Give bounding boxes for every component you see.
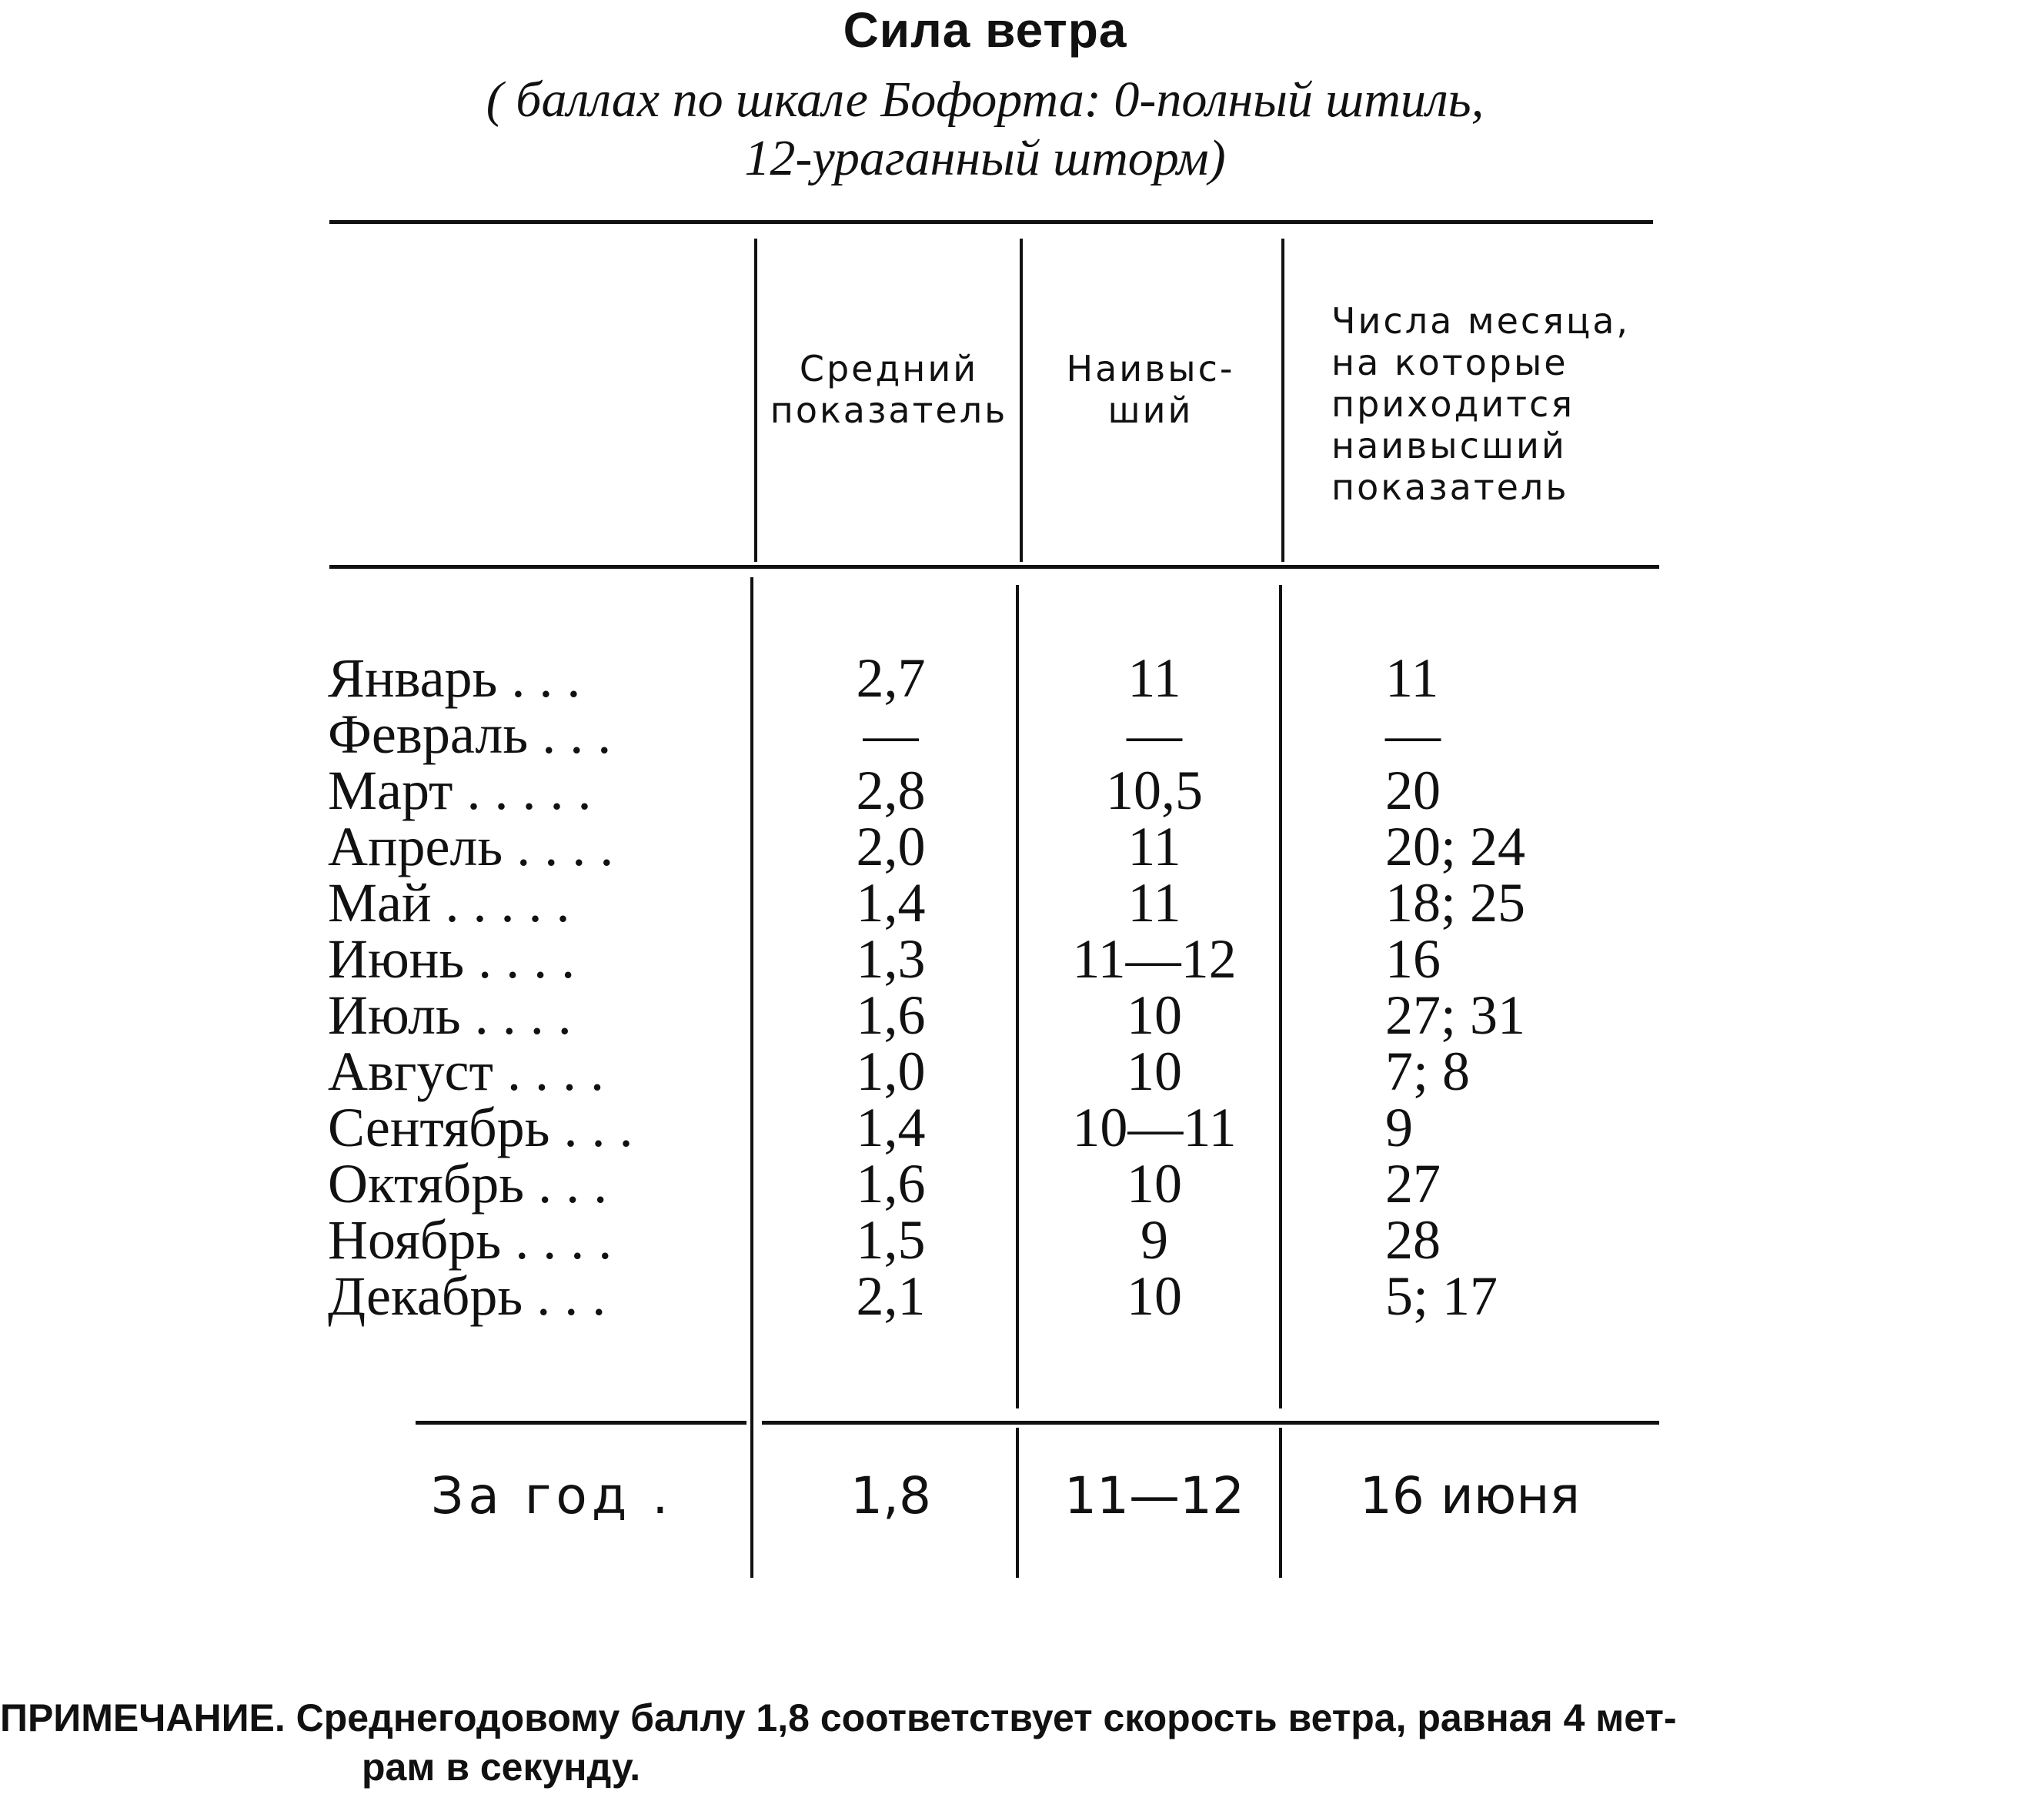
highest-value: — (1127, 703, 1182, 765)
average-value: 1,6 (856, 984, 926, 1046)
month-label: Март . . . . . (328, 760, 592, 821)
average-value: 1,0 (856, 1041, 926, 1102)
month-label: Август . . . . (328, 1041, 604, 1102)
table-row (0, 760, 1970, 821)
header-bottom-rule (329, 565, 1659, 569)
days-value: 27; 31 (1385, 984, 1526, 1046)
days-value: 11 (1385, 647, 1439, 709)
table-row (0, 647, 1970, 709)
header-days: Числа месяца, на которые приходится наивысший показатель (1331, 300, 1631, 508)
header-highest: Наивыс- ший (1066, 348, 1235, 431)
table-row (0, 1265, 1970, 1327)
average-value: 1,4 (856, 872, 926, 934)
table-row (0, 1041, 1970, 1102)
table-row (0, 1209, 1970, 1271)
month-label: Февраль . . . (328, 703, 612, 765)
highest-value: 10 (1127, 1041, 1182, 1102)
highest-value: 10 (1127, 1153, 1182, 1215)
divider-3-header (1281, 239, 1284, 562)
month-label: Январь . . . (328, 647, 581, 709)
highest-value: 10,5 (1106, 760, 1203, 821)
month-label: Май . . . . . (328, 872, 570, 934)
footnote-line-1: ПРИМЕЧАНИЕ. Среднегодовому баллу 1,8 соответствует скорость ветра, равная 4 мет- (0, 1696, 1677, 1739)
month-label: Июль . . . . (328, 984, 572, 1046)
table-row (0, 1097, 1970, 1158)
average-value: 2,0 (856, 816, 926, 877)
divider-1-header (754, 239, 757, 562)
footnote (0, 1693, 2032, 1792)
days-value: 28 (1385, 1209, 1441, 1271)
total-days: 16 июня (1359, 1466, 1581, 1525)
month-label: Сентябрь . . . (328, 1097, 633, 1158)
highest-value: 10—11 (1072, 1097, 1237, 1158)
month-label: Апрель . . . . (328, 816, 614, 877)
month-label: Ноябрь . . . . (328, 1209, 613, 1271)
table-row (0, 703, 1970, 765)
days-value: 27 (1385, 1153, 1441, 1215)
total-rule-right (762, 1421, 1659, 1425)
highest-value: 11 (1127, 647, 1181, 709)
days-value: 20; 24 (1385, 816, 1526, 877)
month-label: Июнь . . . . (328, 928, 576, 990)
table-subtitle (254, 71, 1716, 188)
highest-value: 11 (1127, 872, 1181, 934)
days-value: — (1385, 703, 1441, 765)
average-value: — (863, 703, 919, 765)
footnote-line-2: рам в секунду. (362, 1746, 641, 1789)
average-value: 1,6 (856, 1153, 926, 1215)
divider-2-header (1020, 239, 1023, 562)
table-row (0, 872, 1970, 934)
total-highest: 11—12 (1064, 1466, 1244, 1525)
top-rule (329, 220, 1653, 224)
total-rule-left (416, 1421, 746, 1425)
month-label: Октябрь . . . (328, 1153, 608, 1215)
highest-value: 10 (1127, 984, 1182, 1046)
days-value: 20 (1385, 760, 1441, 821)
days-value: 5; 17 (1385, 1265, 1498, 1327)
highest-value: 11—12 (1072, 928, 1237, 990)
average-value: 1,4 (856, 1097, 926, 1158)
month-label: Декабрь . . . (328, 1265, 606, 1327)
days-value: 9 (1385, 1097, 1413, 1158)
table-row (0, 816, 1970, 877)
days-value: 16 (1385, 928, 1441, 990)
subtitle-line-2: 12-ураганный шторм) (744, 130, 1226, 186)
average-value: 1,5 (856, 1209, 926, 1271)
average-value: 2,8 (856, 760, 926, 821)
highest-value: 11 (1127, 816, 1181, 877)
total-label: За год . (431, 1466, 673, 1525)
table-row (0, 928, 1970, 990)
average-value: 2,1 (856, 1265, 926, 1327)
average-value: 2,7 (856, 647, 926, 709)
table-row (0, 1153, 1970, 1215)
days-value: 7; 8 (1385, 1041, 1471, 1102)
total-average: 1,8 (850, 1466, 931, 1525)
header-average: Средний показатель (770, 348, 1008, 431)
highest-value: 9 (1141, 1209, 1168, 1271)
subtitle-line-1: ( баллах по шкале Бофорта: 0-полный штиль, (486, 72, 1485, 128)
table-row (0, 984, 1970, 1046)
highest-value: 10 (1127, 1265, 1182, 1327)
days-value: 18; 25 (1385, 872, 1526, 934)
average-value: 1,3 (856, 928, 926, 990)
table-title: Сила ветра (843, 2, 1127, 58)
